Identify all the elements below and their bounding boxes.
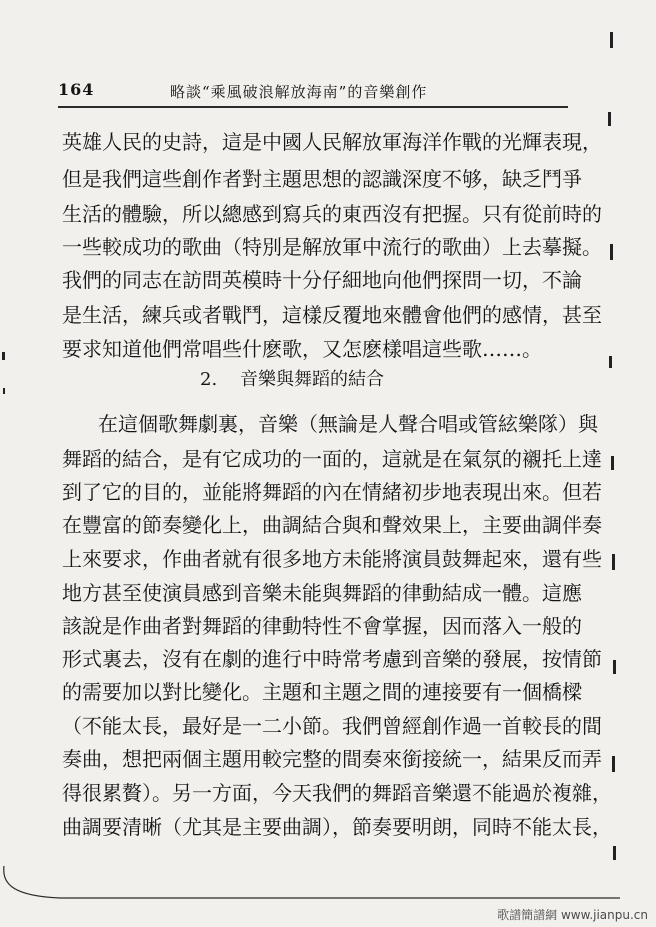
text-line: （不能太長，最好是一二小節。我們曾經創作過一首較長的間	[62, 714, 602, 738]
text-line: 形式裏去，沒有在劇的進行中時常考慮到音樂的發展，按情節	[62, 647, 602, 671]
text-line: 的需要加以對比變化。主題和主題之間的連接要有一個橋樑	[62, 680, 582, 704]
scan-mark	[3, 388, 5, 394]
scan-mark	[608, 112, 611, 126]
scan-mark	[611, 456, 614, 470]
text-line: 但是我們這些創作者對主題思想的認識深度不够，缺乏鬥爭	[62, 167, 582, 191]
text-line: 該說是作曲者對舞蹈的律動特性不會掌握，因而落入一般的	[62, 614, 582, 638]
text-line: 奏曲，想把兩個主題用較完整的間奏來銜接統一，結果反而弄	[62, 747, 602, 771]
text-line: 地方甚至使演員感到音樂未能與舞蹈的律動結成一體。這應	[62, 581, 582, 605]
text-line: 得很累贅）。另一方面，今天我們的舞蹈音樂還不能過於複雜，	[62, 781, 612, 805]
text-line: 我們的同志在訪問英模時十分仔細地向他們探問一切，不論	[62, 268, 582, 292]
scan-mark	[2, 352, 5, 360]
text-line: 英雄人民的史詩，這是中國人民解放軍海洋作戰的光輝表現，	[62, 130, 602, 154]
text-line: 在這個歌舞劇裏，音樂（無論是人聲合唱或管絃樂隊）與	[98, 412, 598, 436]
text-line: 曲調要清晰（尤其是主要曲調），節奏要明朗，同時不能太長，	[62, 815, 612, 839]
text-line: 舞蹈的結合，是有它成功的一面的，這就是在氣氛的襯托上達	[62, 447, 602, 471]
scan-mark	[609, 356, 612, 368]
scan-mark	[613, 846, 616, 860]
scan-mark	[610, 244, 613, 260]
running-title: 略談“乘風破浪解放海南”的音樂創作	[170, 83, 428, 101]
page-number: 164	[58, 80, 95, 99]
scan-mark	[613, 660, 616, 674]
page-edge-curve	[0, 862, 656, 902]
watermark: 歌譜簡譜網 www.jianpu.cn	[497, 908, 648, 922]
page-header	[58, 80, 578, 104]
scan-mark	[612, 554, 615, 570]
scan-mark	[610, 32, 613, 48]
section-heading	[200, 368, 460, 392]
text-line: 是生活，練兵或者戰鬥，這樣反覆地來體會他們的感情，甚至	[62, 303, 602, 327]
header-rule	[58, 106, 568, 108]
section-title: 音樂與舞蹈的結合	[240, 369, 384, 390]
text-line: 在豐富的節奏變化上，曲調結合與和聲效果上，主要曲調伴奏	[62, 513, 602, 537]
text-line: 到了它的目的，並能將舞蹈的內在情緒初步地表現出來。但若	[62, 480, 602, 504]
text-line: 生活的體驗，所以總感到寫兵的東西沒有把握。只有從前時的	[62, 202, 602, 226]
scan-mark	[612, 756, 615, 772]
section-number: 2.	[200, 369, 218, 390]
text-line: 要求知道他們常唱些什麽歌，又怎麽樣唱這些歌……。	[62, 337, 542, 361]
text-line: 上來要求，作曲者就有很多地方未能將演員鼓舞起來，還有些	[62, 547, 602, 571]
text-line: 一些較成功的歌曲（特別是解放軍中流行的歌曲）上去摹擬。	[62, 235, 602, 259]
